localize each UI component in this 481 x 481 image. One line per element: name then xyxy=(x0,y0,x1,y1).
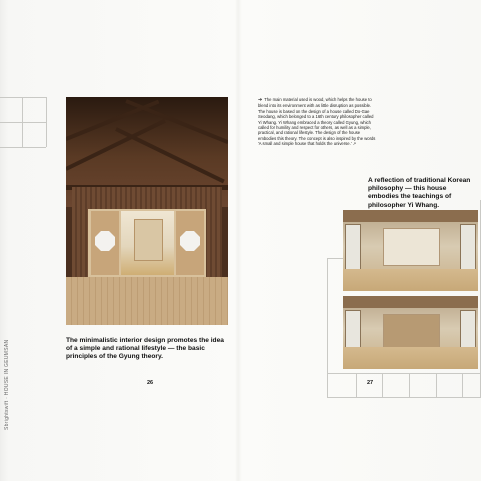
grid-line xyxy=(327,373,481,374)
grid-line xyxy=(327,258,328,398)
arrow-icon: ➔ xyxy=(258,97,263,103)
grid-line xyxy=(327,397,481,398)
body-paragraph: ➔ The main material used is wood, which helps the house to blend into its environment with as little disruption as possible. The house is based on the design of a house called Do-Gae Seodang, which belonged to a 16th century philosopher called Yi Whang. Yi Whang embraced a theory called Gyung, which called for humility and respect for others, as well as a simple, practical, and rational lifestyle. The design of the house embodies this theory. The concept is also inspired by the words 'A small and simple house that holds the universe.' ↗ xyxy=(258,97,376,147)
page-number-right: 27 xyxy=(367,380,374,386)
end-mark-icon: ↗ xyxy=(352,141,357,147)
interior-photo-top xyxy=(343,210,478,291)
spine-running-title: Sbrightswift · HOUSE IN GEUMSAN xyxy=(4,339,10,430)
grid-line xyxy=(462,373,463,398)
octagonal-window xyxy=(180,231,200,251)
page-number-left: 26 xyxy=(147,380,154,386)
interior-photo-bottom xyxy=(343,296,478,369)
grid-line xyxy=(409,373,410,398)
grid-line xyxy=(22,97,23,147)
caption-right: A reflection of traditional Korean philosophy — this house embodies the teachings of philosopher Yi Whang. xyxy=(368,177,471,209)
grid-line xyxy=(382,373,383,398)
caption-left: The minimalistic interior design promotes the idea of a simple and rational lifestyle — the basic principles of the Gyung theory. xyxy=(66,337,224,361)
interior-photo-main xyxy=(66,97,228,325)
grid-line xyxy=(0,97,46,98)
grid-line xyxy=(356,373,357,398)
grid-line xyxy=(46,97,47,147)
octagonal-window xyxy=(95,231,115,251)
grid-line xyxy=(0,122,46,123)
grid-line xyxy=(0,147,46,148)
grid-line xyxy=(436,373,437,398)
